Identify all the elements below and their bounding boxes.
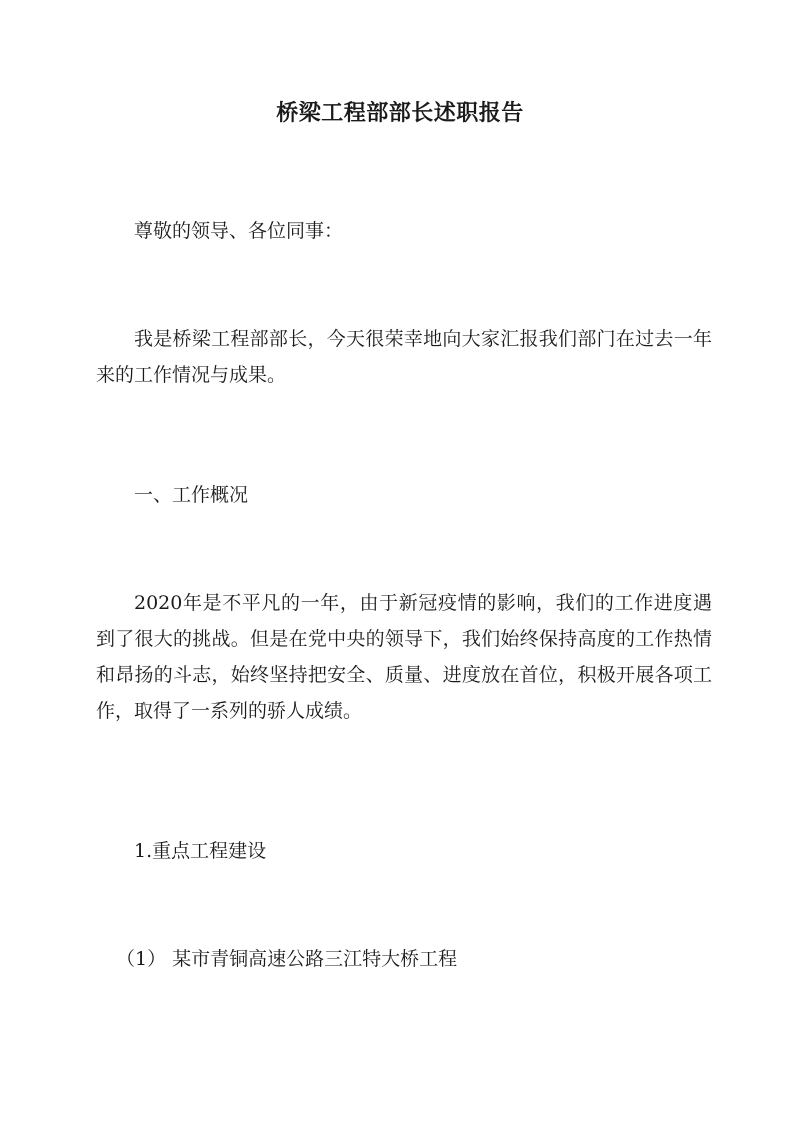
overview-paragraph: 2020年是不平凡的一年，由于新冠疫情的影响，我们的工作进度遇到了很大的挑战。但是在党中央的领导下，我们始终保持高度的工作热情和昂扬的斗志，始终坚持把安全、质量、进度放在首位，积极开展各项工作，取得了一系列的骄人成绩。 (96, 592, 712, 722)
salutation: 尊敬的领导、各位同事： (134, 220, 344, 242)
list-item-project-1: （1） 某市青铜高速公路三江特大桥工程 (116, 948, 458, 970)
subsection-heading-key-projects: 1.重点工程建设 (134, 840, 267, 862)
section-heading-overview: 一、工作概况 (134, 484, 249, 506)
document-title: 桥梁工程部部长述职报告 (276, 100, 524, 126)
intro-paragraph: 我是桥梁工程部部长，今天很荣幸地向大家汇报我们部门在过去一年来的工作情况与成果。 (96, 328, 712, 386)
